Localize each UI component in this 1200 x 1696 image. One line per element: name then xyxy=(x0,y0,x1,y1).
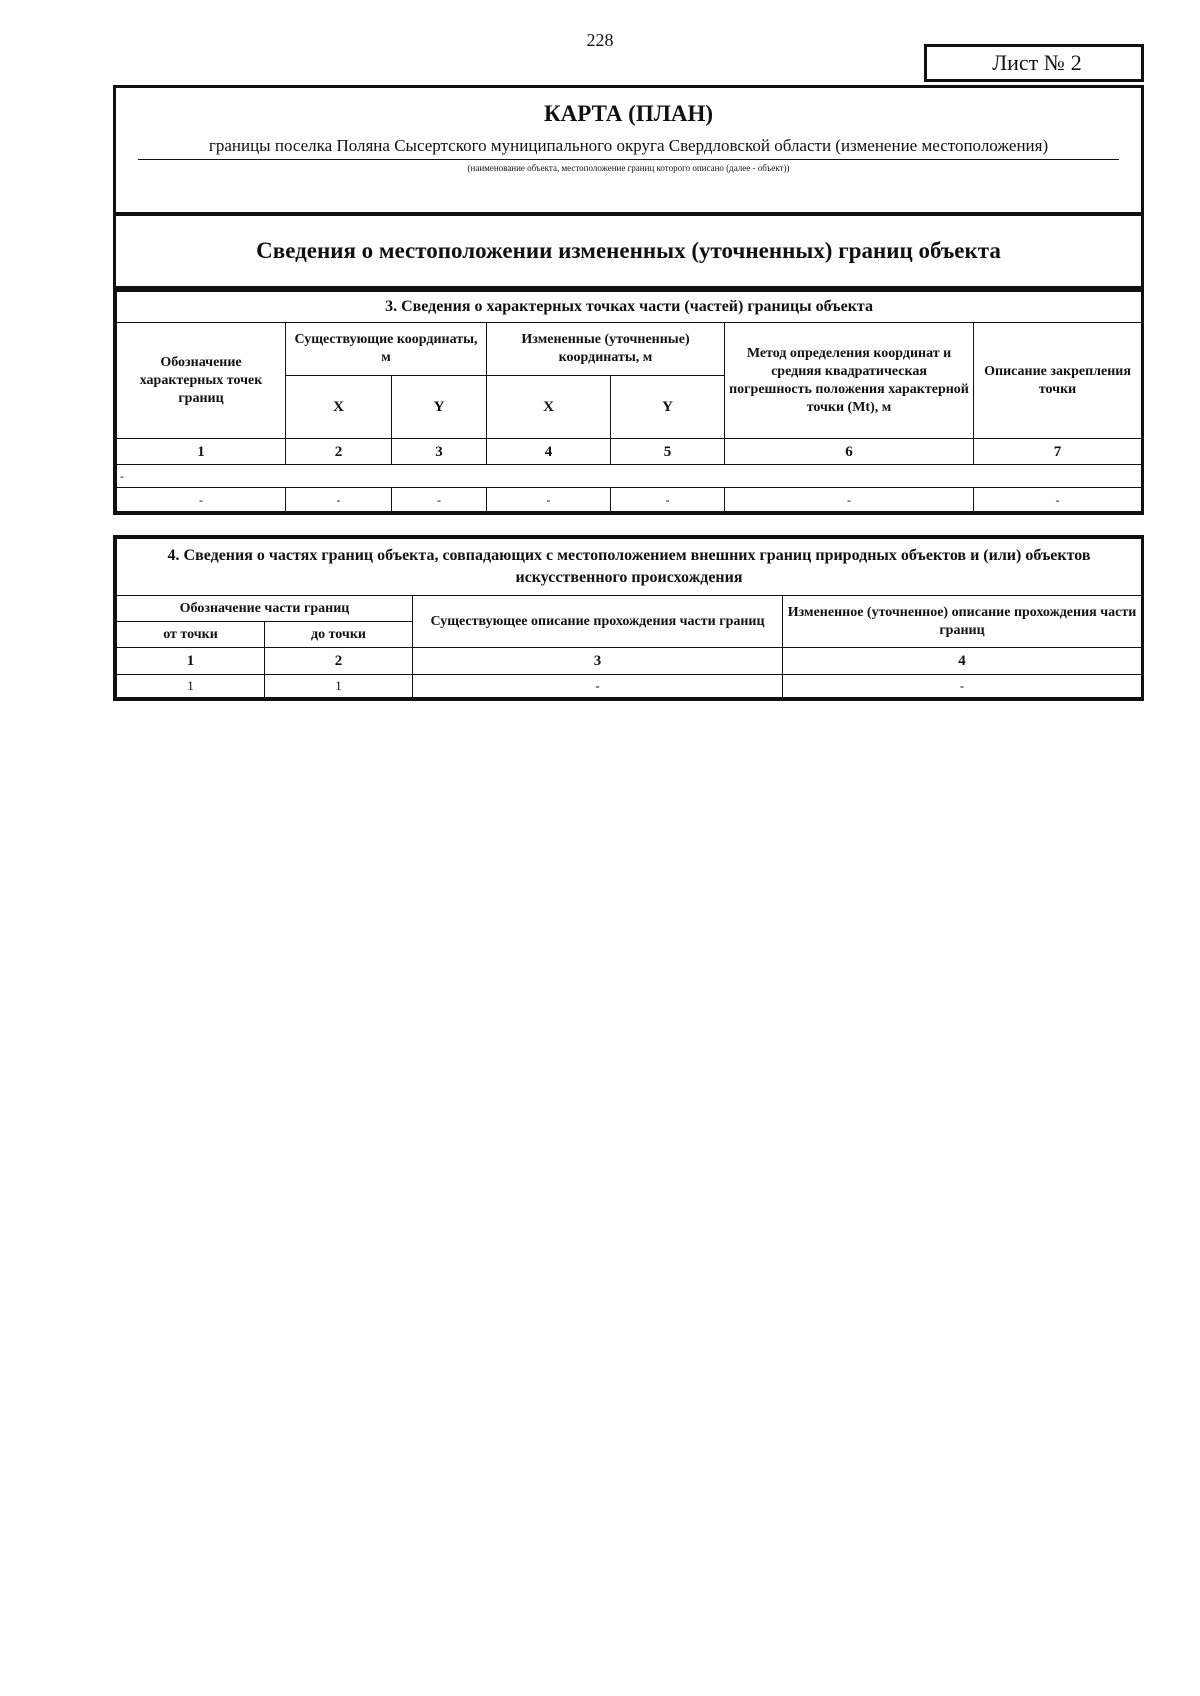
col-from-point: от точки xyxy=(117,622,265,648)
col-existing-x: X xyxy=(286,376,392,439)
object-description: границы поселка Поляна Сысертского муниципального округа Свердловской области (изменение местоположения) xyxy=(208,136,1049,155)
col-changed-description: Измененное (уточненное) описание прохождения части границ xyxy=(783,596,1142,648)
column-number: 3 xyxy=(413,648,783,675)
part-cell: - xyxy=(117,465,1142,488)
table-cell: - xyxy=(286,488,392,512)
sheet-number-box xyxy=(924,44,1144,82)
column-number: 7 xyxy=(974,439,1142,465)
table-row xyxy=(117,488,1142,512)
section3-title: 3. Сведения о характерных точках части (частей) границы объекта xyxy=(117,292,1142,323)
table-row xyxy=(117,675,1142,698)
section4-table xyxy=(116,538,1142,698)
table-cell: - xyxy=(392,488,487,512)
section4-table-block xyxy=(113,535,1144,701)
column-number: 4 xyxy=(487,439,611,465)
subtitle: Сведения о местоположении измененных (уточненных) границ объекта xyxy=(256,238,1001,263)
col-changed-y: Y xyxy=(611,376,725,439)
column-numbers-row xyxy=(117,439,1142,465)
table-cell: - xyxy=(783,675,1142,698)
column-number: 3 xyxy=(392,439,487,465)
col-existing-y: Y xyxy=(392,376,487,439)
sheet-label: Лист № xyxy=(992,50,1065,75)
column-number: 4 xyxy=(783,648,1142,675)
map-title: КАРТА (ПЛАН) xyxy=(543,101,714,126)
col-changed-coords: Измененные (уточненные) координаты, м xyxy=(487,323,725,376)
col-existing-coords: Существующие координаты, м xyxy=(286,323,487,376)
col-to-point: до точки xyxy=(265,622,413,648)
table-cell: - xyxy=(974,488,1142,512)
col-method: Метод определения координат и средняя квадратическая погрешность положения характерной точки (Mt), м xyxy=(725,323,974,439)
section3-table-block xyxy=(113,288,1144,515)
col-existing-description: Существующее описание прохождения части границ xyxy=(413,596,783,648)
column-number: 5 xyxy=(611,439,725,465)
table-cell: - xyxy=(487,488,611,512)
col-changed-x: X xyxy=(487,376,611,439)
col-part-designation: Обозначение части границ xyxy=(117,596,413,622)
col-designation: Обозначение характерных точек границ xyxy=(117,323,286,439)
map-header xyxy=(113,85,1144,215)
subtitle-block xyxy=(113,213,1144,289)
description-note: (наименование объекта, местоположение границ которого описано (далее - объект)) xyxy=(467,163,790,173)
sheet-number: 2 xyxy=(1070,50,1082,75)
column-number: 2 xyxy=(265,648,413,675)
table-cell: 1 xyxy=(265,675,413,698)
column-number: 2 xyxy=(286,439,392,465)
section4-title: 4. Сведения о частях границ объекта, совпадающих с местоположением внешних границ природных объектов и (или) объектов искусственного происхождения xyxy=(117,539,1142,596)
page-number: 228 xyxy=(586,30,614,50)
description-underline xyxy=(138,159,1119,160)
column-numbers-row xyxy=(117,648,1142,675)
column-number: 6 xyxy=(725,439,974,465)
col-fixing: Описание закрепления точки xyxy=(974,323,1142,439)
part-row xyxy=(117,465,1142,488)
table-cell: - xyxy=(725,488,974,512)
table-cell: - xyxy=(117,488,286,512)
table-cell: 1 xyxy=(117,675,265,698)
section3-table xyxy=(116,291,1142,512)
column-number: 1 xyxy=(117,648,265,675)
table-cell: - xyxy=(413,675,783,698)
column-number: 1 xyxy=(117,439,286,465)
table-cell: - xyxy=(611,488,725,512)
